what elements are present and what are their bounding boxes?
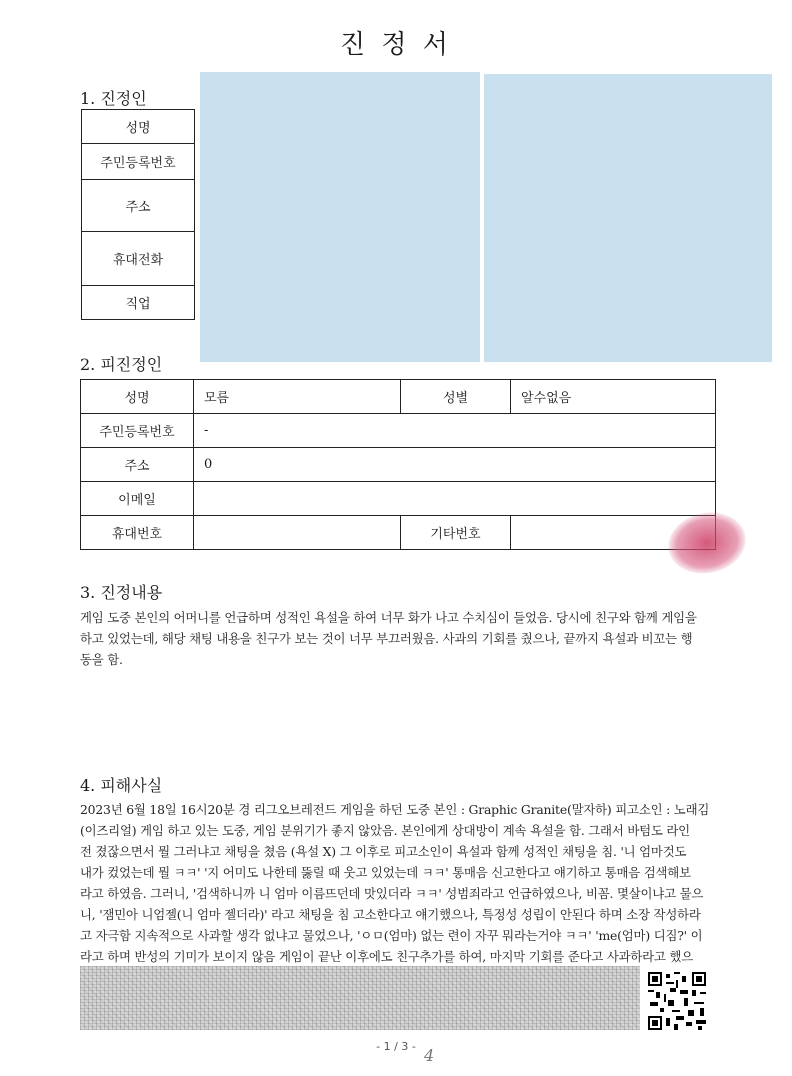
respondent-gender-label: 성별 <box>401 380 511 414</box>
petition-content-body: 게임 도중 본인의 어머니를 언급하며 성적인 욕설을 하여 너무 화가 나고 수치심이 들었음. 당시에 친구와 함께 게임을 하고 있었는데, 해당 채팅 내용을 친구가 보는 것이 너무 부끄러웠음. 사과의 기회를 줬으나, 끝까지 욕설과 비꼬는 행 동을 함. <box>80 610 697 667</box>
damage-facts-body: 2023년 6월 18일 16시20분 경 리그오브레전드 게임을 하던 도중 본인 : Graphic Granite(말자하) 피고소인 : 노래김 (이즈리얼) 게임 하고 있는 도중, 게임 분위기가 좋지 않았음. 본인에게 상대방이 계속 욕설을 함. 그래서 바텀도 라인 전 졌잖으면서 뭘 그러냐고 채팅을 쳤음 (욕설 X) 그 이후로 피고소인이 욕설과 함께 성적인 채팅을 침. '니 엄마것도 내가 컸었는데 뭘 ㅋㅋ' '지 어미도 나한테 뚫릴 때 웃고 있었는데 ㅋㅋ' 통매음 신고한다고 얘기하고 통매음 검색해보 라고 하였음. 그러니, '검색하니까 니 엄마 이름뜨던데 맛있더라 ㅋㅋ' 성범죄라고 언급하였으나, 비꼼. 몇살이냐고 물으 니, '잼민아 니엄젤(니 엄마 젤더라)' 라고 채팅을 침 고소한다고 얘기했으나, 특정성 성립이 안된다 하며 소장 작성하라 고 자극함 지속적으로 사과할 생각 없냐고 물었으나, 'ㅇㅁ(엄마) 없는 련이 자꾸 뭐라는거야 ㅋㅋ' 'me(엄마) 디짐?' 이 라고 하며 반성의 기미가 보이지 않음 게임이 끝난 이후에도 친구추가를 하여, 마지막 기회를 준다고 사과하라고 했으 <box>80 802 710 964</box>
section-heading-respondent: 2. 피진정인 <box>80 355 163 374</box>
respondent-other-number-label: 기타번호 <box>401 516 511 550</box>
respondent-email-label: 이메일 <box>81 482 194 516</box>
complainant-phone-label: 휴대전화 <box>82 232 195 286</box>
qr-code-icon <box>648 972 706 1030</box>
respondent-name-label: 성명 <box>81 380 194 414</box>
section-heading-complainant: 1. 진정인 <box>80 89 147 108</box>
complainant-job-label: 직업 <box>82 286 195 320</box>
complainant-table <box>81 109 195 320</box>
respondent-address-label: 주소 <box>81 448 194 482</box>
respondent-rrn-value: - <box>194 414 716 448</box>
respondent-name-value: 모름 <box>194 380 401 414</box>
redaction-block-right <box>484 74 772 362</box>
section-heading-damage-facts: 4. 피해사실 <box>80 776 163 795</box>
complainant-address-label: 주소 <box>82 180 195 232</box>
respondent-address-value: 0 <box>194 448 716 482</box>
document-title: 진 정 서 <box>340 30 452 60</box>
respondent-phone-value <box>194 516 401 550</box>
complainant-rrn-label: 주민등록번호 <box>82 144 195 180</box>
respondent-email-value <box>194 482 716 516</box>
respondent-rrn-label: 주민등록번호 <box>81 414 194 448</box>
section-heading-petition-content: 3. 진정내용 <box>80 583 163 602</box>
respondent-phone-label: 휴대번호 <box>81 516 194 550</box>
handwritten-mark: 4 <box>424 1046 435 1065</box>
page-number: - 1 / 3 - <box>376 1040 416 1053</box>
respondent-table <box>80 379 716 550</box>
footer-security-pattern <box>80 966 640 1030</box>
redaction-block-left <box>200 72 480 362</box>
respondent-gender-value: 알수없음 <box>511 380 716 414</box>
complainant-name-label: 성명 <box>82 110 195 144</box>
